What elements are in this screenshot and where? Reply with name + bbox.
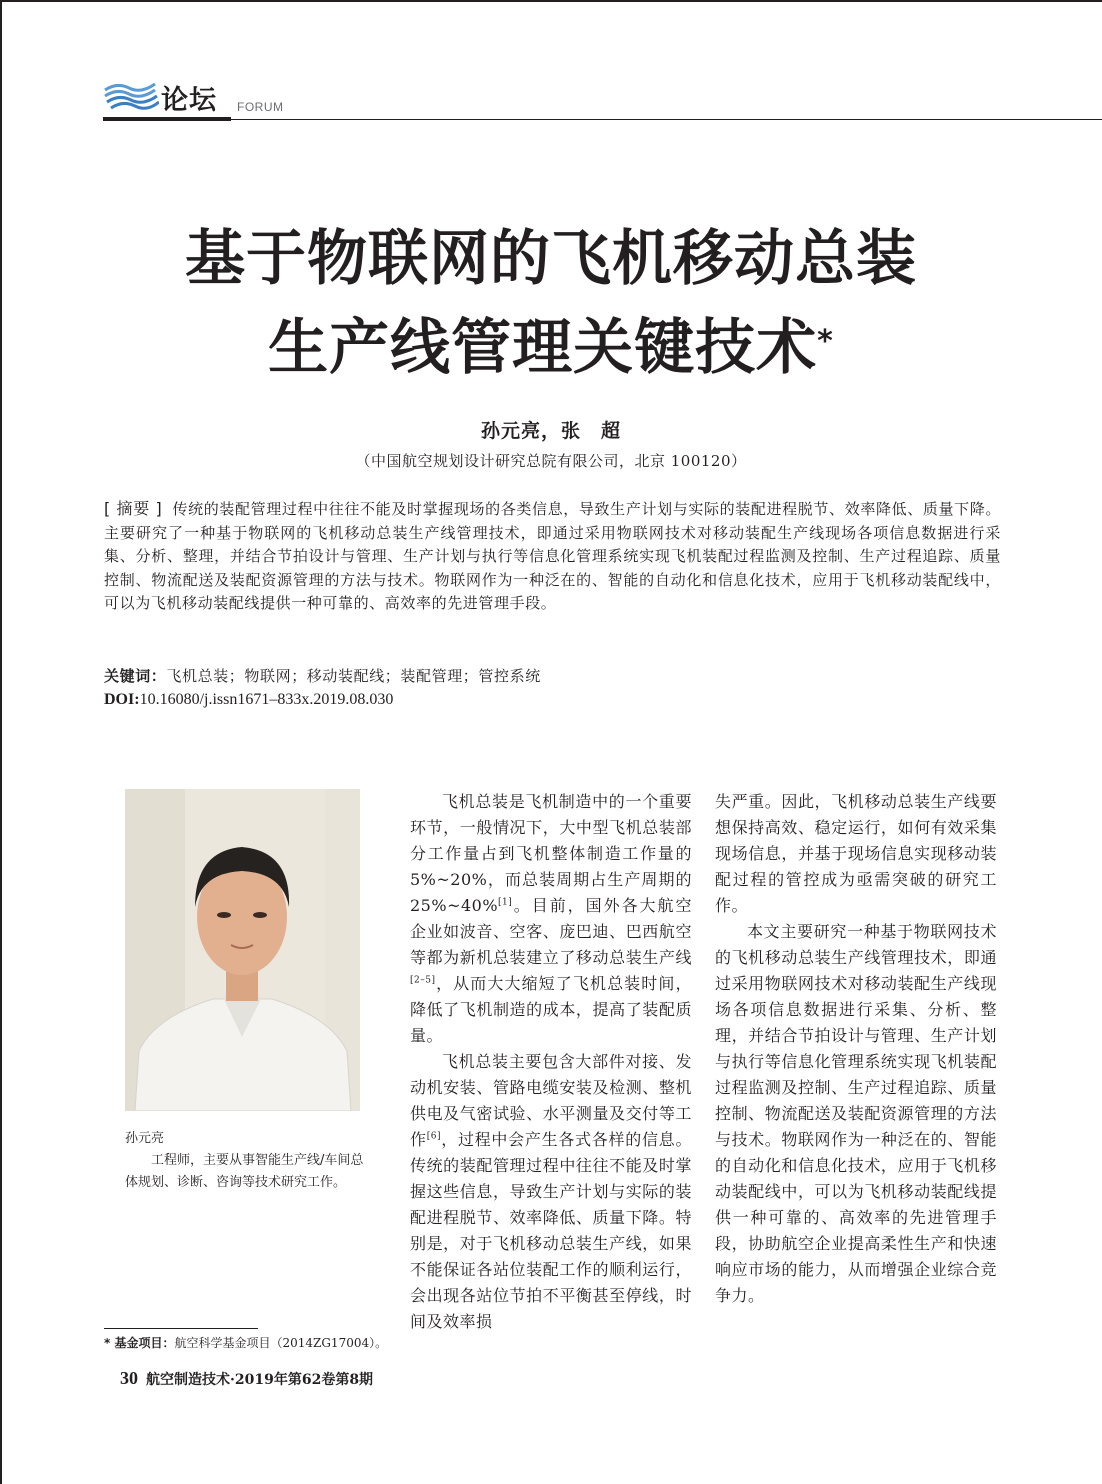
footnote (104, 1334, 387, 1351)
footnote-text: 航空科学基金项目（2014ZG17004）。 (174, 1336, 388, 1350)
article-title-line2: 生产线管理关键技术* (268, 313, 834, 383)
affiliation: （中国航空规划设计研究总院有限公司，北京 100120） (355, 452, 747, 470)
section-header (103, 72, 1102, 122)
doi-label: DOI: (104, 691, 140, 708)
keywords-label: 关键词： (104, 667, 167, 685)
doi (104, 691, 393, 709)
page-border-left (0, 0, 2, 1484)
citation: [1] (498, 897, 513, 908)
wave-logo-icon (103, 78, 159, 112)
body-column-2 (715, 789, 997, 1309)
page-number: 30 (120, 1368, 138, 1388)
author-bio-name: 孙元亮 (125, 1131, 165, 1146)
article-title-line1: 基于物联网的飞机移动总装 (185, 224, 917, 294)
doi-value: 10.16080/j.issn1671–833x.2019.08.030 (139, 691, 394, 708)
footnote-label: * 基金项目： (104, 1336, 175, 1350)
citation: [6] (426, 1131, 441, 1142)
authors: 孙元亮，张 超 (480, 420, 621, 442)
title-footnote-mark: * (817, 324, 834, 359)
journal-info: 航空制造技术·2019年第62卷第8期 (146, 1372, 374, 1388)
citation: [2–5] (410, 975, 436, 986)
header-rule (231, 119, 1102, 120)
author-portrait-icon (125, 789, 360, 1111)
section-title-en: FORUM (237, 100, 284, 114)
body-paragraph: 飞机总装是飞机制造中的一个重要环节，一般情况下，大中型飞机总装部分工作量占到飞机整体制造工作量的 5%~20%，而总装周期占生产周期的 25%~40%[1]。目前，国外各大航空企业如波音、空客、庞巴迪、巴西航空等都为新机总装建立了移动总装生产线[2–5]，从而大大缩短了飞机总装时间，降低了飞机制造的成本，提高了装配质量。 (410, 792, 692, 1045)
section-title: 论坛 (161, 85, 217, 116)
page-footer (120, 1368, 373, 1389)
author-bio: 工程师，主要从事智能生产线/车间总体规划、诊断、咨询等技术研究工作。 (125, 1153, 364, 1190)
abstract-text: 传统的装配管理过程中往往不能及时掌握现场的各类信息，导致生产计划与实际的装配进程脱节、效率降低、质量下降。主要研究了一种基于物联网的飞机移动总装生产线管理技术，即通过采用物联网技术对移动装配生产线现场各项信息数据进行采集、分析、整理，并结合节拍设计与管理、生产计划与执行等信息化管理系统实现飞机装配过程监测及控制、生产过程追踪、质量控制、物流配送及装配资源管理的方法与技术。物联网作为一种泛在的、智能的自动化和信息化技术，应用于飞机移动装配线中，可以为飞机移动装配线提供一种可靠的、高效率的先进管理手段。 (104, 500, 1001, 612)
abstract (104, 497, 1001, 616)
body-paragraph: 失严重。因此，飞机移动总装生产线要想保持高效、稳定运行，如何有效采集现场信息，并基于现场信息实现移动装配过程的管控成为亟需突破的研究工作。 (715, 792, 997, 915)
keywords (104, 665, 1001, 686)
abstract-label: [ 摘要 ] (104, 499, 163, 518)
body-paragraph: 本文主要研究一种基于物联网技术的飞机移动总装生产线管理技术，即通过采用物联网技术对移动装配生产线现场各项信息数据进行采集、分析、整理，并结合节拍设计与管理、生产计划与执行等信息化管理系统实现飞机装配过程监测及控制、生产过程追踪、质量控制、物流配送及装配资源管理的方法与技术。物联网作为一种泛在的、智能的自动化和信息化技术，应用于飞机移动装配线中，可以为飞机移动装配线提供一种可靠的、高效率的先进管理手段，协助航空企业提高柔性生产和快速响应市场的能力，从而增强企业综合竞争力。 (715, 922, 997, 1305)
header-rule-thick (103, 117, 231, 121)
author-photo (125, 789, 360, 1111)
footnote-rule (104, 1328, 258, 1329)
keywords-text: 飞机总装；物联网；移动装配线；装配管理；管控系统 (166, 667, 541, 685)
body-paragraph: 飞机总装主要包含大部件对接、发动机安装、管路电缆安装及检测、整机供电及气密试验、水平测量及交付等工作[6]，过程中会产生各式各样的信息。传统的装配管理过程中往往不能及时掌握这些信息，导致生产计划与实际的装配进程脱节、效率降低、质量下降。特别是，对于飞机移动总装生产线，如果不能保证各站位装配工作的顺利运行，会出现各站位节拍不平衡甚至停线，时间及效率损 (410, 1052, 692, 1331)
body-column-1 (410, 789, 692, 1335)
page-border-top (0, 0, 1102, 2)
